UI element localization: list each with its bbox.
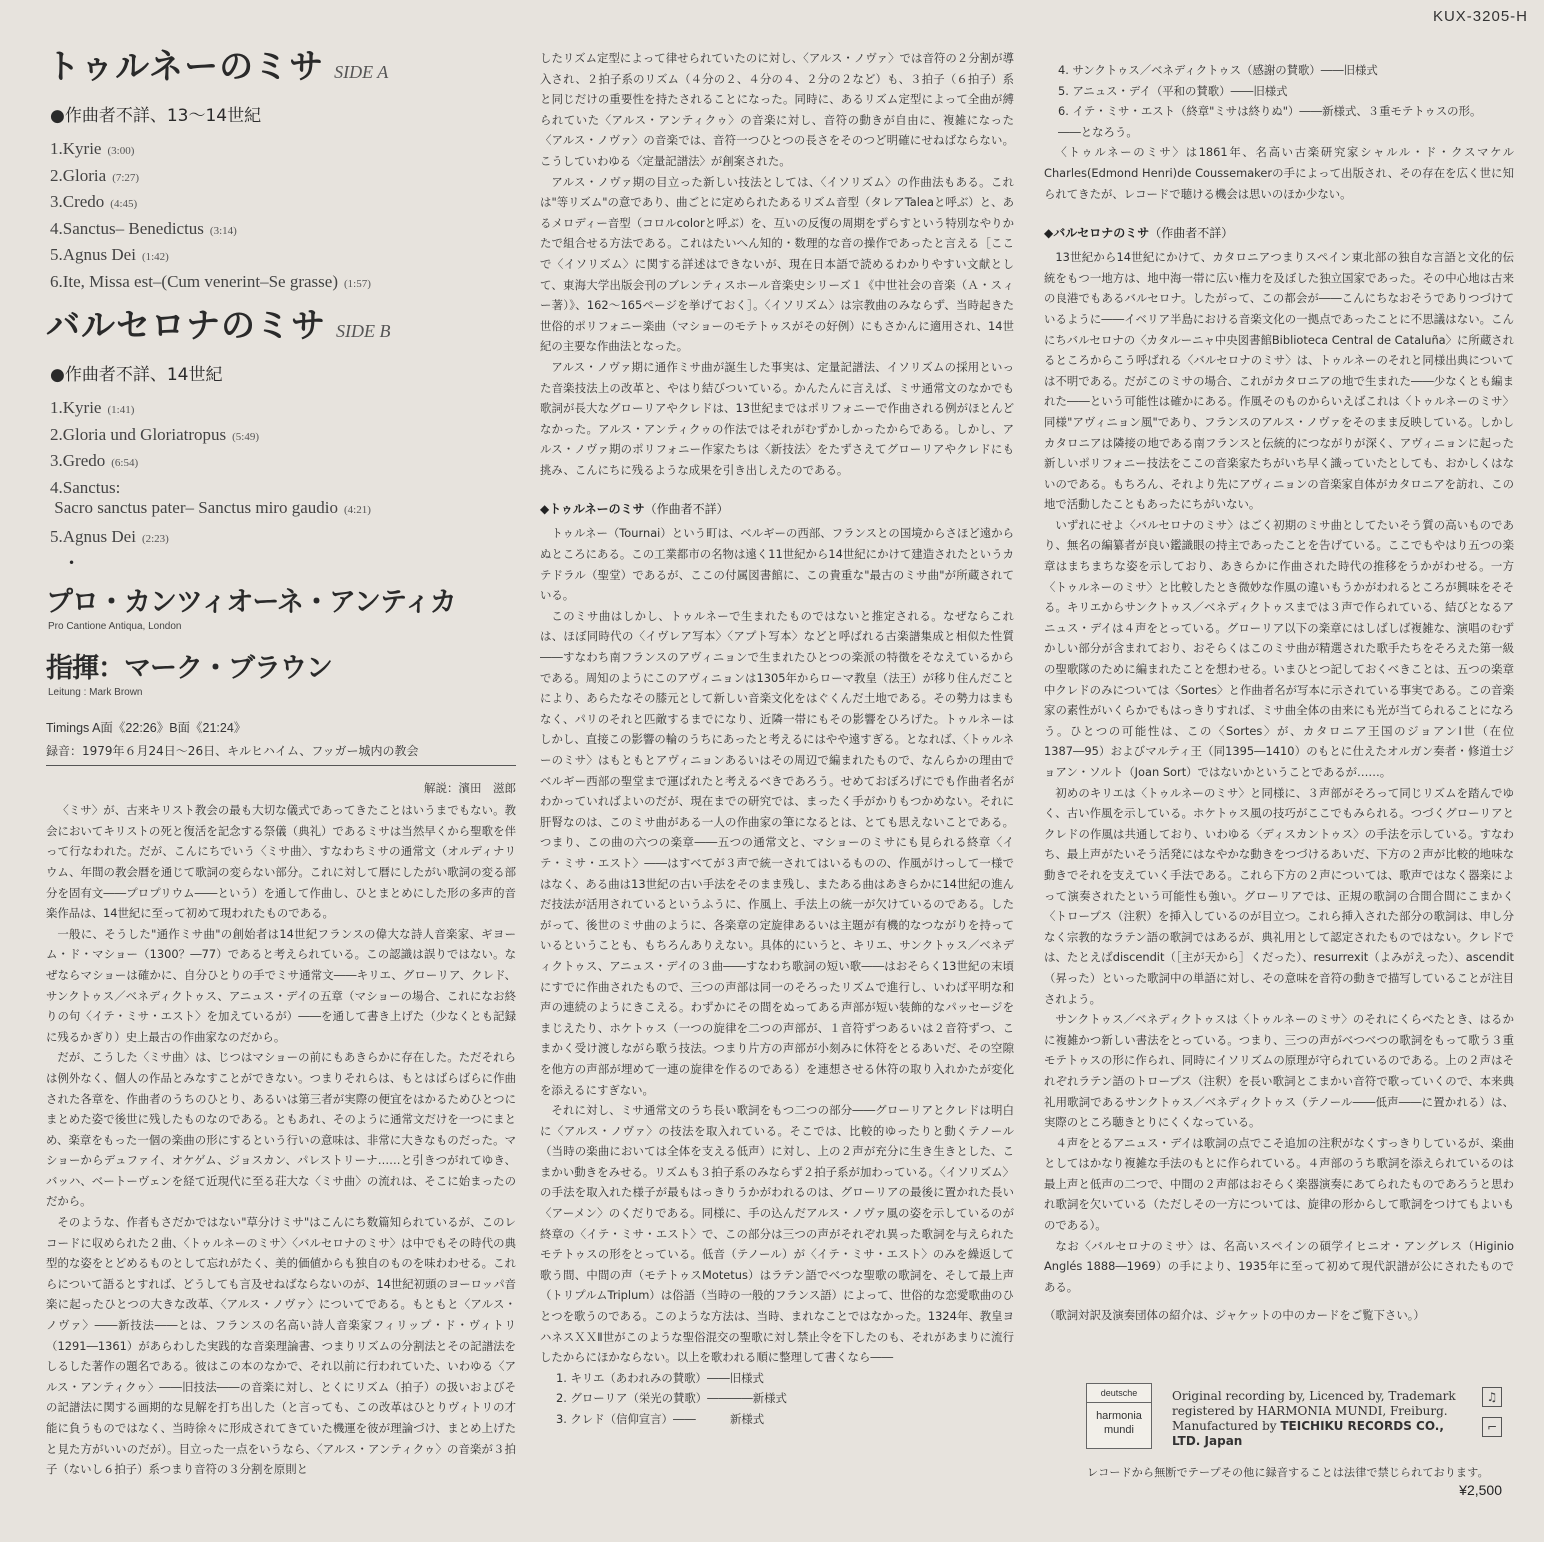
tournai-notes-cont (1044, 142, 1514, 204)
tournai-notes (540, 523, 1014, 1367)
track-item: 6.Ite, Missa est–(Cum venerint–Se grasse) (1:57) (50, 271, 371, 291)
bullet-dot: • (68, 556, 76, 571)
movement-item: 3. クレド（信仰宣言）―― 新様式 (556, 1412, 765, 1426)
track-item: 4.Sanctus: Sacro sanctus pater– Sanctus miro gaudio (4:21) (50, 477, 371, 517)
side-a-composer: ●作曲者不詳、13〜14世紀 (50, 106, 262, 127)
side-b-composer: ●作曲者不詳、14世紀 (50, 365, 223, 386)
track-item: 3.Gredo (6:54) (50, 451, 139, 471)
paragraph: 初めのキリエは〈トゥルネーのミサ〉と同様に、３声部がそろって同じリズムを踏んでゆく、古い作風を示している。ホケトゥス風の技巧がここでもみられる。つづくグローリアとクレドの作風は共通しており、いわゆる〈ディスカントゥス〉の手法を示している。すなわち、最上声がたいそう活発にはなやかな動きをつづけるあいだ、下方の２声が比較的地味な動きでそれを支えていく手法である。これら下方の２声については、歌声ではなく器楽によって演奏されたという可能性も強い。グローリアでは、正規の歌詞の合間合間にこまかく〈トロープス（注釈）を挿入しているのが目立つ。これら挿入された部分の歌詞は、申し分なく宗教的なラテン語の歌詞ではあるが、典礼用として認定されたものではない。クレドでは、たとえばdiscendit（［主が天から］くだった）、resurrexit（よみがえった）、ascendit（昇った）といった歌詞中の単語に対し、その意味を音符の動きで描写していることが注目されよう。 (1044, 785, 1514, 1006)
side-b-tracklist (46, 395, 516, 550)
paragraph: だが、こうした〈ミサ曲〉は、じつはマショーの前にもあきらかに存在した。ただそれらは例外なく、個人の作品とみなすことができない。つまりそれらは、もとはばらばらに作曲された各章を、作曲者のうちのひとり、あるいは第三者が実際の便宜をはかるためひとつにまとめた姿で後世に残したものなのである。ともあれ、そのように通常文だけを一つにまとめ、楽章をもった一個の楽曲の形にするという行いの意味は、非常に大きなものだった。マショーからデュファイ、オケゲム、ジョスカン、パレストリーナ……と引きつがれてゆき、バッハ、ベートーヴェンを経て近現代に至る荘大な〈ミサ曲〉の流れは、そこに始まったのだから。 (46, 1050, 516, 1209)
track-item: 5.Agnus Dei (2:23) (50, 526, 169, 546)
timings: Timings A面《22:26》B面《21:24》 (46, 721, 247, 736)
tournai-movement-list-cont (1058, 60, 1514, 142)
column-1 (46, 48, 516, 1480)
liner-notes-col1 (46, 800, 516, 1480)
side-b-title: バルセロナのミサ SIDE B (46, 306, 391, 347)
column-3 (1044, 60, 1514, 1323)
paragraph: 一般に、そうした"通作ミサ曲"の創始者は14世紀フランスの偉大な詩人音楽家、ギヨーム・ド・マショー（1300？―77）であると考えられている。この認識は誤りではない。なぜならマショーは確かに、自分ひとりの手でミサ通常文――キリエ、グローリア、クレド、サンクトゥス／ベネディクトゥス、アニュス・デイの五章（マショーの場合、これになお終りの句〈イテ・ミサ・エスト〉を加えているが）――を通して書き上げた（少なくとも記録に残るかぎり）史上最古の作曲家なのだから。 (46, 926, 516, 1044)
performer-name: プロ・カンツィオーネ・アンティカ (46, 587, 456, 619)
label-credits (1086, 1383, 1506, 1448)
catalog-number: KUX-3205-H (1432, 8, 1528, 25)
side-a-tracklist (46, 136, 516, 295)
movement-item: 2. グローリア（栄光の賛歌）――――新様式 (556, 1391, 787, 1406)
paragraph: なお〈バルセロナのミサ〉は、名高いスペインの碩学イヒニオ・アングレス（Higinio Anglés 1888―1969）の手により、1935年に至って初めて現代訳譜が公にされたものである。 (1044, 1238, 1514, 1294)
track-item: 5.Agnus Dei (1:42) (50, 245, 169, 265)
movement-item: 5. アニュス・デイ（平和の賛歌）――旧様式 (1058, 83, 1288, 98)
track-item: 3.Credo (4:45) (50, 192, 138, 212)
conductor-name-en: Leitung : Mark Brown (48, 687, 143, 699)
legal-notice: レコードから無断でテープその他に録音することは法律で禁じられております。 (1087, 1466, 1489, 1479)
corner-mark-icon: ⌐ (1482, 1417, 1502, 1437)
recording-info: 録音：1979年６月24日〜26日、キルヒハイム、フッガー城内の教会 (46, 742, 516, 766)
side-a-title: トゥルネーのミサ SIDE A (46, 47, 389, 87)
track-item: 1.Kyrie (1:41) (50, 398, 135, 418)
paragraph: このミサ曲はしかし、トゥルネーで生まれたものではないと推定される。なぜならこれは、ほぼ同時代の〈イヴレア写本〉〈アプト写本〉などと呼ばれる古楽譜集成と相似た性質――すなわち南フランスのアヴィニョンで生まれたひとつの楽派の特徴をそなえているからである。周知のようにこのアヴィニョンは1305年からローマ教皇（法王）が移り住んだことにより、あらたなその膝元として新しい音楽文化をはぐくんだ土地である。その勢力はまもなく、パリのそれと匹敵するまでになり、近隣一帯にもその影響をひろげた。トゥルネーはしかし、直接この影響の輪のうちにあったと考えるにはやや遠すぎる。となれば、〈トゥルネーのミサ〉はもともとアヴィニョンあるいはその周辺で編まれたもので、なんらかの理由でベルギー西部の聖堂まで運ばれたと考えるべきであろう。せめておぼろげにでも作曲者名がわかっていればよいのだが、現在までの研究では、まったく手がかりもつかめない。それに肝腎なのは、このミサ曲がある一人の作曲家の筆になるとは、とても思えないことである。つまり、この曲の六つの楽章――五つの通常文と、マショーのミサにも見られる終章〈イテ・ミサ・エスト〉――はすべてが３声で統一されてはいるものの、作風がけっして一様ではなく、ある曲は13世紀の古い手法をそのまま残し、またある曲はあきらかに14世紀の進んだ技法が活用されているというふうに、作風上、手法上の統一が欠けているのである。したがって、後世のミサ曲のように、各楽章の定旋律あるいは主題が有機的なつながりを持っているということも、もちろんありえない。具体的にいうと、キリエ、サンクトゥス／ベネディクトゥス、アニュス・デイの３曲――すなわち歌詞の短い歌――はおそらく13世紀の末頃にすでに作曲されたもので、三つの声部は同一のそろったリズムで進行し、いわば平明な和声の連続のようにきこえる。わずかにその間をぬってある声部が短い装飾的なパッセージをまじえたり、ホケトゥス（一つの旋律を二つの声部が、１音符ずつあるいは２音符ずつ、こまかく受け渡しながら歌う技法。つまり片方の声部が小刻みに休符をとるあいだ、その空隙を他方の声部が埋めて一連の旋律を作るのである）を連想させる休符の取り入れかたが変化を添えるにすぎない。 (540, 608, 1014, 1097)
tournai-heading: ◆トゥルネーのミサ（作曲者不詳） (540, 502, 729, 517)
trademark-marks (1482, 1387, 1504, 1447)
movement-item: 6. イテ・ミサ・エスト（終章"ミサは終りぬ"）――新様式、３重モテトゥスの形。 ――となろう。 (1058, 104, 1510, 139)
commentary-author: 解説：濱田 滋郎 (424, 781, 516, 796)
paragraph: トゥルネー（Tournai）という町は、ベルギーの西部、フランスとの国境からさほど遠からぬところにある。この工業都市の名物は遠く11世紀から14世紀にかけて建造されたというカテドラル（聖堂）であるが、ここの付属図書館に、この貴重な"最古のミサ曲"が所蔵されている。 (540, 526, 1014, 603)
credit-text: Original recording by, Licenced by, Trademark registered by HARMONIA MUNDI, Freiburg. Manufactured by TEICHIKU RECORDS CO., LTD. Japan (1172, 1389, 1456, 1448)
track-item: 2.Gloria (7:27) (50, 165, 140, 185)
conductor-name: 指揮：マーク・ブラウン (46, 653, 332, 685)
paragraph: いずれにせよ〈バルセロナのミサ〉はごく初期のミサ曲としてたいそう質の高いものであり、無名の編纂者が良い鑑識眼の持主であったことを告げている。ここでもやはり五つの楽章はまちまちな姿を示しており、あきらかに作曲された時代の推移をうかがわせる。一方〈トゥルネーのミサ〉と比較したとき微妙な作風の違いもうかがわれるところが興味をそそる。キリエからサンクトゥス／ベネディクトゥスまでは３声で作られている、結びとなるアニュス・デイは４声をとっている。グローリア以下の楽章にはしばしば複雑な、演唱のむずかしい部分が含まれており、おそらくはこのミサ曲が精選された歌手たちをそろえた第一級の聖歌隊のために編まれたことを想わせる。いまひとつ記しておくべきことは、五つの楽章中クレドのみについては〈Sortes〉と作曲者名が写本に示されている事実である。この音楽家の素性がいくらかでもはっきりすれば、ミサ曲全体の由来にも光が当てられることになろう。ひとつの可能性は、この〈Sortes〉が、カタロニア王国のジョアンⅠ世（在位1387―95）およびマルティ王（同1395―1410）のもとに仕えたオルガン奏者・修道士ジョアン・ソルト（Joan Sort）ではないかということであるが……。 (1044, 517, 1514, 779)
paragraph: そのような、作者もさだかではない"草分けミサ"はこんにち数篇知られているが、このレコードに収められた２曲、〈トゥルネーのミサ〉〈バルセロナのミサ〉は中でもその時代の典型的な姿をとどめるものとして忘れがたく、美的価値からも独自のものを味わわせる。これらについて語るとすれば、どうしても言及せねばならないのが、14世紀初頭のヨーロッパ音楽に起ったひとつの大きな改革、〈アルス・ノヴァ〉についてである。もともと〈アルス・ノヴァ〉――新技法――とは、フランスの名高い詩人音楽家フィリップ・ド・ヴィトリ（1291―1361）があらわした実践的な音楽理論書、つまりリズムの分割法とその記譜法をしるした著作の題名である。彼はこの本のなかで、それ以前に行われていた、いわゆる〈アルス・アンティクゥ〉――旧技法――の音楽に対し、とくにリズム（拍子）の扱いおよびその記譜法に関する画期的な見解を打ち出した（と言っても、この改革はひとりヴィトリの才能に負うものではなく、当時徐々に形成されてきていた機運を彼が理論づけ、まとめ上げたと見た方がいいのだが）。目立った一点をいうなら、〈アルス・アンティクゥ〉の音楽が３拍子（ないし６拍子）系つまり音符の３分割を原則と (46, 1215, 516, 1477)
tournai-movement-list (556, 1368, 1014, 1430)
paragraph: それに対し、ミサ通常文のうち長い歌詞をもつ二つの部分――グローリアとクレドは明白に〈アルス・ノヴァ〉の技法を取入れている。そこでは、比較的ゆったりと動くテノール（当時の楽曲においては全体を支える低声）に対し、上の２声が充分に生き生きとした、こまかい動きをみせる。リズムも３拍子系のみならず２拍子系が加わっている。〈イソリズム〉の手法を取入れた様子が最もはっきりうかがわれるのは、グローリアの最後に置かれた長い〈アーメン〉のくだりである。同様に、手の込んだアルス・ノヴァ風の姿を示しているのが終章の〈イテ・ミサ・エスト〉で、この部分は三つの声がそれぞれ異った歌詞を与えられたモテトゥスの形をとっている。低音（テノール）が〈イテ・ミサ・エスト〉のみを繰返して歌う間、中間の声（モテトゥスMotetus）はラテン語でべつな聖歌の歌詞を、そして最上声（トリプルムTriplum）は俗語（当時の一般的フランス語）によって、世俗的な恋愛歌曲のひとつを歌うのである。このような方法は、当時、まれなことではなかった。1324年、教皇ヨハネスＸＸⅡ世がこのような聖俗混交の聖歌に対し禁止令を下したのも、それがあまりに流行したからにほかならない。以上を歌われる順に整理して書くなら―― (540, 1103, 1014, 1365)
movement-item: 4. サンクトゥス／ベネディクトゥス（感謝の賛歌）――旧様式 (1058, 63, 1378, 77)
paragraph: サンクトゥス／ベネディクトゥスは〈トゥルネーのミサ〉のそれにくらべたとき、はるかに複雑かつ新しい書法をとっている。つまり、三つの声がべつべつの歌詞をもって歌う３重モテトゥスの形に作られ、同時にイソリズムの原理が守られているのである。上の２声はそれぞれラテン語のトロープス（注釈）を長い歌詞とこまかい音符で歌っていくので、本来典礼用歌詞であるサンクトゥス／ベネディクトゥス（テノール――低声――に置かれる）は、実際のところ聴きとりにくくなっている。 (1044, 1012, 1514, 1130)
paragraph: 13世紀から14世紀にかけて、カタロニアつまりスペイン東北部の独自な言語と文化的伝統をもつ一地方は、地中海一帯に広い権力を及ぼした独立国家であった。その中心地は古来の良港でもあるバルセロナ。したがって、この都会が――こんにちなおそうでありつづけているように――イベリア半島における音楽文化の一拠点であったことに不思議はない。こんにちバルセロナの〈カタルーニャ中央図書館Biblioteca Central de Cataluña〉に所蔵されるところからこう呼ばれる〈バルセロナのミサ〉は、トゥルネーのそれと同様出典については不明である。だがこのミサの場合、これがカタロニアの地で生まれた――少なくとも編まれた――という可能性は確かにある。作風そのものからいえばこれは〈トゥルネーのミサ〉同様"アヴィニョン風"であり、フランスのアルス・ノヴァをそのまま反映している。しかしカタロニアは隣接の地である南フランスと伝統的につながりが深く、アヴィニョンに起った新しいポリフォニー技法をここの音楽家たちがいち早く識っていたとしても、おかしくはないのである。もちろん、それより先にアヴィニョンの音楽家自体がカタロニアを訪れ、この地で活動したこともあったにちがいない。 (1044, 250, 1514, 512)
paragraph: したリズム定型によって律せられていたのに対し、〈アルス・ノヴァ〉では音符の２分割が導入され、２拍子系のリズム（４分の２、４分の４、２分の２など）も、３拍子（６拍子）系と同じだけの重要性を持たされることになった。同時に、あるリズム定型によって全曲が縛られていた〈アルス・アンティクゥ〉の音楽に対し、音符の動きが自由に、複雑になった〈アルス・ノヴァ〉の音楽では、音符一つひとつの長さをそのつど明確にせねばならない。こうしていわゆる〈定量記譜法〉が創案された。 (540, 51, 1014, 168)
movement-item: 1. キリエ（あわれみの賛歌）――旧様式 (556, 1370, 764, 1385)
liner-notes-col2 (540, 48, 1014, 480)
barcelona-heading: ◆バルセロナのミサ（作曲者不詳） (1044, 226, 1234, 241)
paragraph: 〈トゥルネーのミサ〉は1861年、名高い古楽研究家シャルル・ド・クスマケルCharles(Edmond Henri)de Coussemakerの手によって出版され、その存在を広く世に知られてきたが、レコードで聴ける機会は思いのほか少ない。 (1044, 145, 1514, 201)
paragraph: 〈ミサ〉が、古来キリスト教会の最も大切な儀式であってきたことはいうまでもない。教会においてキリストの死と復活を記念する祭儀（典礼）であるミサは当然早くから聖歌を伴って行なわれた。だが、こんにちでいう〈ミサ曲〉、すなわちミサの通常文（オルディナリウム、年間の教会暦を通じて歌詞の変らない部分。これに対して暦にしたがい歌詞の変る部分を固有文――プロプリウム――という）を通して作曲し、ひとまとめにした形の多声的音楽作品は、14世紀に至って初めて現われたものである。 (46, 803, 516, 921)
side-b-label: SIDE B (336, 321, 391, 342)
barcelona-notes (1044, 247, 1514, 1297)
column-2 (540, 48, 1014, 1430)
performer-name-en: Pro Cantione Antiqua, London (48, 621, 182, 633)
music-note-icon: ♫ (1482, 1387, 1502, 1407)
track-item: 2.Gloria und Gloriatropus (5:49) (50, 424, 259, 444)
track-item: 4.Sanctus– Benedictus (3:14) (50, 218, 237, 238)
paragraph: アルス・ノヴァ期の目立った新しい技法としては、〈イソリズム〉の作曲法もある。これは"等リズム"の意であり、曲ごとに定められたあるリズム音型（タレアTaleaと呼ぶ）と、あるメロディー音型（コロルcolorと呼ぶ）を、互いの反復の周期をずらすという特別なやりかたで組合せる方法である。これはたいへん知的・数理的な音の操作であったと言える［ここで〈イソリズム〉に関する詳述はできないが、現在日本語で読めるわかりやすい文献として、東海大学出版会刊のブレンティスホール音楽史シリーズ１《中世社会の音楽（Ａ・スィー著）》、162〜165ページを挙げておく］。〈イソリズム〉は宗教曲のみならず、当時起きた世俗的ポリフォニー楽曲（マショーのモテトゥスがその好例）にもさかんに適用され、14世紀の主要な作曲法となった。 (540, 174, 1014, 354)
card-note: （歌詞対訳及演奏団体の紹介は、ジャケットの中のカードをご覧下さい。） (1044, 1308, 1425, 1323)
price: ¥2,500 (1459, 1482, 1502, 1498)
harmonia-mundi-logo: deutsche harmonia mundi (1086, 1383, 1152, 1449)
paragraph: アルス・ノヴァ期に通作ミサ曲が誕生した事実は、定量記譜法、イソリズムの採用といった音楽技法上の改革と、やはり結びついている。かんたんに言えば、ミサ通常文のなかでも歌詞が長大なグローリアやクレドは、13世紀まではポリフォニーで作曲される例がほとんどなかった。アルス・アンティクゥの作法ではそれがむずかしかったからである。しかし、アルス・ノヴァ期のポリフォニー作家たちは〈新技法〉をたずさえてグローリアやクレドにも挑み、こんにちに残るような成果を引き出しえたのである。 (540, 359, 1014, 477)
side-a-label: SIDE A (334, 62, 389, 82)
paragraph: ４声をとるアニュス・デイは歌詞の点でこそ追加の注釈がなくすっきりしているが、楽曲としてはかなり複雑な手法のもとに作られている。４声部のうち歌詞を添えられているのは最上声と低声の二つで、中間の２声部はおそらく楽器演奏にあてられたものであろうと思われ歌詞を欠いている（ただしその一方については、旋律の形からして歌詞をつけてもよいものである）。 (1044, 1135, 1514, 1233)
track-item: 1.Kyrie (3:00) (50, 139, 135, 159)
